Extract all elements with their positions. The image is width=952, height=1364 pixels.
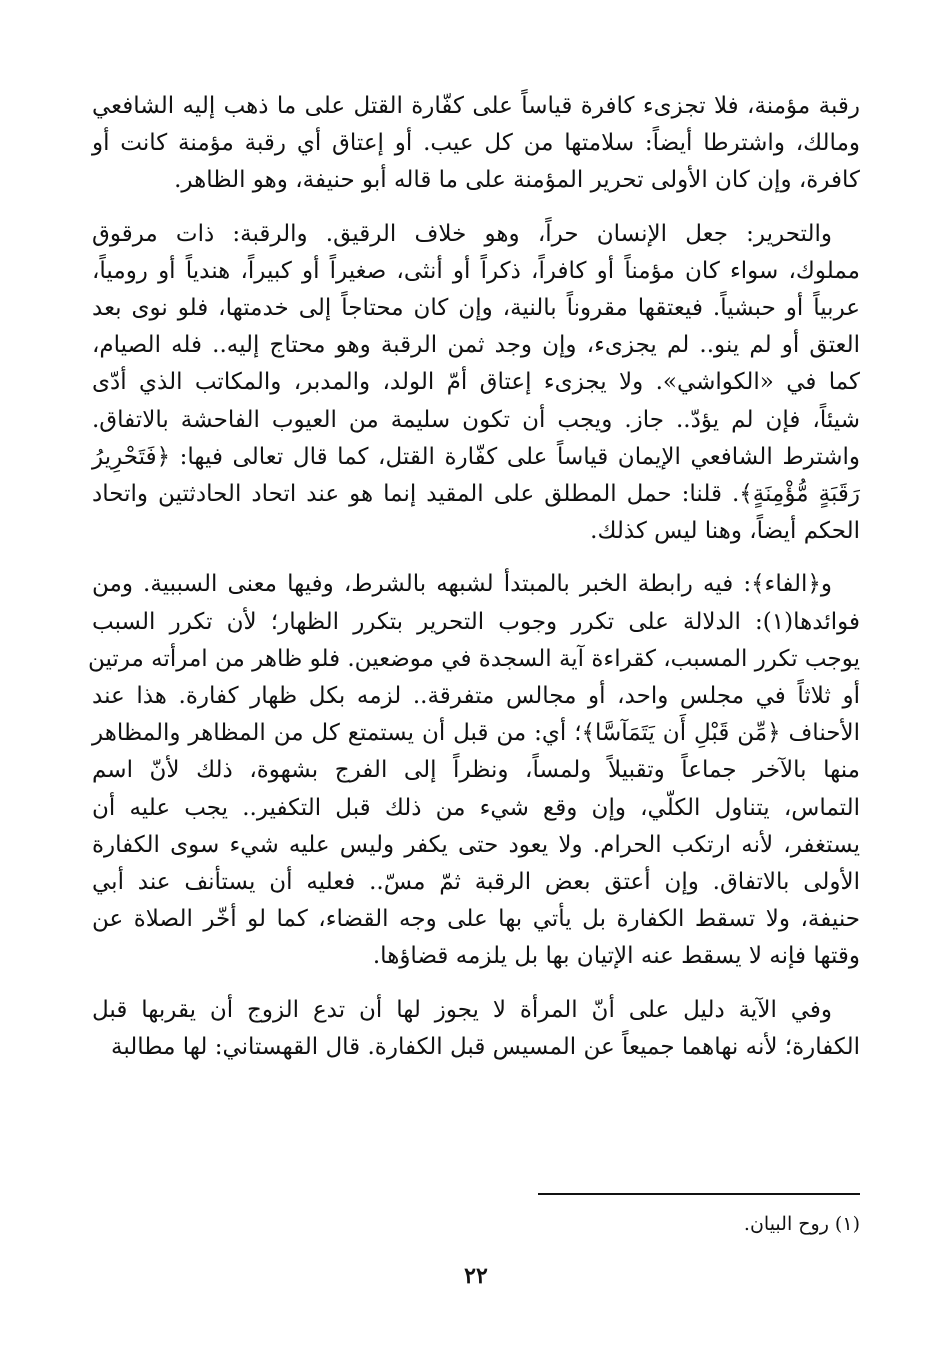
text-line: رَقَبَةٍ مُّؤْمِنَةٍ﴾. قلنا: حمل المطلق على المقيد إنما هو عند اتحاد الحادثتين واتحاد [92,481,860,508]
text-line: حنيفة، ولا تسقط الكفارة بل يأتي بها على وجه القضاء، كما لو أخّر الصلاة عن [92,906,860,933]
text-line: وفي الآية دليل على أنّ المرأة لا يجوز لها أن تدع الزوج أن يقربها قبل [92,996,832,1023]
text-line: الأولى بالاتفاق. وإن أعتق بعض الرقبة ثمّ مسّ.. فعليه أن يستأنف عند أبي [92,869,860,896]
text-line: الكفارة؛ لأنه نهاهما جميعاً عن المسيس قبل الكفارة. قال القهستاني: لها مطالبة [111,1033,860,1060]
text-line: التماس، يتناول الكلّي، وإن وقع شيء من ذلك قبل التكفير.. يجب عليه أن [92,794,860,821]
text-line: ومالك، واشترطا أيضاً: سلامتها من كل عيب. أو إعتاق أي رقبة مؤمنة كانت أو [92,130,860,157]
text-line: كما في «الكواشي». ولا يجزىء إعتاق أمّ الولد، والمدبر، والمكاتب الذي أدّى [92,369,860,396]
text-line: رقبة مؤمنة، فلا تجزىء كافرة قياساً على كفّارة القتل على ما ذهب إليه الشافعي [92,93,860,119]
text-line: الحكم أيضاً، وهنا ليس كذلك. [590,518,860,545]
paragraph [87,566,860,975]
text-line: واشترط الشافعي الإيمان قياساً على كفّارة القتل، كما قال تعالى فيها: ﴿فَتَحْرِيرُ [92,443,860,470]
page-number: ٢٢ [464,1263,488,1289]
text-line: يوجب تكرر المسبب، كقراءة آية السجدة في موضعين. فلو ظاهر من امرأته مرتين [87,645,860,672]
text-line: كافرة، وإن كان الأولى تحرير المؤمنة على ما قاله أبو حنيفة، وهو الظاهر. [174,167,860,194]
text-line: شيئاً، فإن لم يؤدّ.. جاز. ويجب أن تكون سليمة من العيوب الفاحشة بالاتفاق. [92,406,860,433]
text-line: أو ثلاثاً في مجلس واحد، أو مجالس متفرقة.. لزمه بكل ظهار كفارة. هذا عند [92,683,860,710]
text-line: و﴿الفاء﴾: فيه رابطة الخبر بالمبتدأ لشبهه بالشرط، وفيها معنى السببية. ومن [92,571,832,598]
footnote: (١) روح البيان. [743,1213,860,1235]
text-line: منها بالآخر جماعاً وتقبيلاً ولمساً، ونظراً إلى الفرج بشهوة، ذلك لأنّ اسم [92,757,860,784]
text-line: والتحرير: جعل الإنسان حراً، وهو خلاف الرقيق. والرقبة: ذات مرقوق [92,220,832,247]
text-line: العتق أو لم ينو.. لم يجزىء، وإن وجد ثمن الرقبة وهو محتاج إليه.. فله الصيام، [92,332,860,359]
text-line: وقتها فإنه لا يسقط عنه الإتيان بها بل يلزمه قضاؤها. [372,943,860,970]
text-line: فوائدها(١): الدلالة على تكرر وجوب التحرير بتكرر الظهار؛ لأن تكرر السبب [92,608,860,635]
paragraph [92,992,860,1066]
text-line: عربياً أو حبشياً. فيعتقها مقروناً بالنية، وإن كان محتاجاً إلى خدمتها، فلو نوى بعد [92,295,860,322]
text-line: مملوك، سواء كان مؤمناً أو كافراً، ذكراً أو أنثى، صغيراً أو كبيراً، هندياً أو رومياً، [92,257,860,284]
footnote-separator [538,1193,860,1195]
paragraph [92,216,860,551]
paragraph [92,88,860,200]
text-line: يستغفر، لأنه ارتكب الحرام. ولا يعود حتى يكفر وليس عليه شيء سوى الكفارة [92,831,860,858]
body-text [87,88,860,1066]
text-line: الأحناف ﴿مِّن قَبْلِ أَن يَتَمَآسَّا﴾؛ أي: من قبل أن يستمتع كل من المظاهر والمظاهر [92,720,860,747]
